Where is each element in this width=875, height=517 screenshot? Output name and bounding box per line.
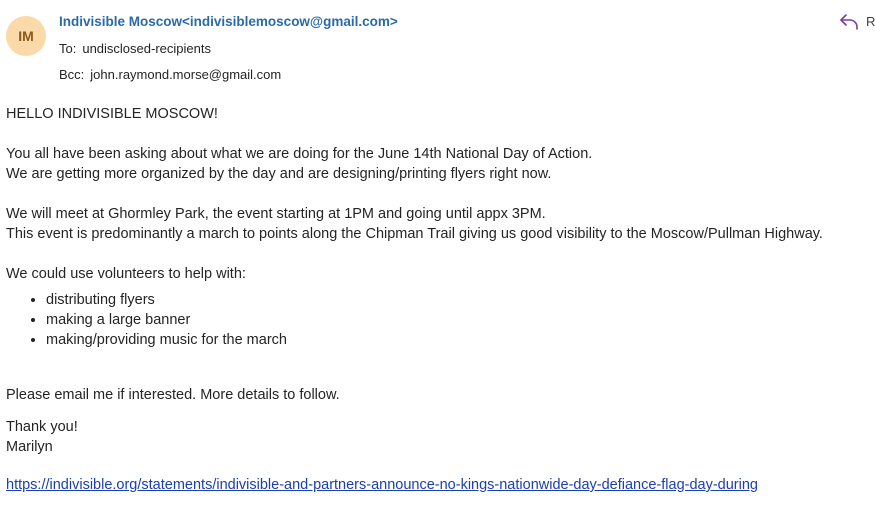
to-label: To: (59, 41, 77, 56)
paragraph-line: We are getting more organized by the day and are designing/printing flyers right now. (6, 166, 552, 182)
article-link[interactable]: https://indivisible.org/statements/indivisible-and-partners-announce-no-kings-nationwide-day-defiance-flag-day-during (6, 477, 758, 493)
paragraph-line: You all have been asking about what we are doing for the June 14th National Day of Action. (6, 146, 593, 162)
to-line (59, 41, 211, 56)
paragraph-line: This event is predominantly a march to points along the Chipman Trail giving us good visibility to the Moscow/Pullman Highway. (6, 226, 823, 242)
volunteer-list (6, 290, 872, 350)
bcc-label: Bcc: (59, 67, 85, 82)
signature: Marilyn (6, 439, 53, 455)
reply-arrow-icon[interactable] (838, 12, 860, 32)
volunteer-intro: We could use volunteers to help with: (6, 266, 246, 282)
list-item: • making/providing music for the march (46, 330, 872, 350)
bcc-line (59, 67, 281, 82)
to-recipients[interactable]: undisclosed-recipients (82, 41, 211, 56)
sender-name[interactable]: Indivisible Moscow<indivisiblemoscow@gmail.com> (59, 14, 398, 29)
list-item: • making a large banner (46, 310, 872, 330)
avatar-initials: IM (18, 28, 34, 44)
avatar[interactable] (6, 16, 46, 56)
bcc-recipients[interactable]: john.raymond.morse@gmail.com (90, 67, 282, 82)
thanks-line: Thank you! (6, 419, 78, 435)
closing-line: Please email me if interested. More details to follow. (6, 387, 340, 403)
greeting: HELLO INDIVISIBLE MOSCOW! (6, 106, 218, 122)
reply-button-label[interactable]: R (866, 14, 875, 29)
paragraph-line: We will meet at Ghormley Park, the event starting at 1PM and going until appx 3PM. (6, 206, 546, 222)
list-item: • distributing flyers (46, 290, 872, 310)
message-body (6, 104, 872, 495)
